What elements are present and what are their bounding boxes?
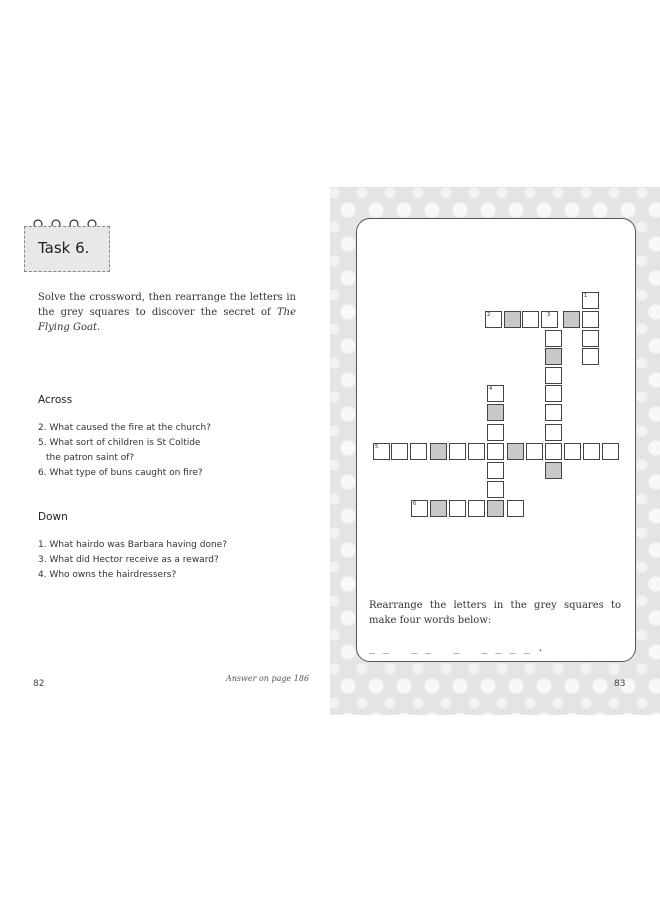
clue-number-6: 6	[413, 501, 417, 507]
clue-across-5-cont: the patron saint of?	[46, 453, 135, 463]
crossword-cell[interactable]	[545, 404, 562, 421]
clue-number-4: 4	[489, 386, 493, 392]
down-heading: Down	[38, 511, 68, 523]
crossword-cell-grey[interactable]	[487, 500, 504, 517]
crossword-cell-grey[interactable]	[504, 311, 521, 328]
crossword-cell[interactable]	[545, 424, 562, 441]
clue-down-3: 3. What did Hector receive as a reward?	[38, 555, 219, 565]
crossword-cell[interactable]	[526, 443, 543, 460]
crossword-cell[interactable]	[545, 385, 562, 402]
crossword-cell[interactable]	[487, 443, 504, 460]
down-clues	[38, 538, 227, 583]
crossword-cell[interactable]	[582, 348, 599, 365]
crossword-cell-grey[interactable]	[545, 348, 562, 365]
clue-across-6: 6. What type of buns caught on fire?	[38, 468, 203, 478]
crossword-cell[interactable]	[507, 500, 524, 517]
clue-number-1: 1	[584, 293, 588, 299]
crossword-cell[interactable]	[487, 481, 504, 498]
clue-across-2: 2. What caused the fire at the church?	[38, 423, 211, 433]
crossword-cell[interactable]	[487, 462, 504, 479]
intro-text: Solve the crossword, then rearrange the letters in the grey squares to discover the secret of The Flying Goat.	[38, 292, 296, 333]
task-title: Task 6.	[38, 239, 90, 257]
answer-blanks: _ _ _ _ _ _ _ _ _ .	[369, 643, 545, 654]
page-number-right: 83	[614, 679, 626, 689]
crossword-cell[interactable]	[487, 424, 504, 441]
crossword-cell[interactable]	[449, 443, 466, 460]
crossword-cell[interactable]	[545, 443, 562, 460]
crossword-cell[interactable]	[564, 443, 581, 460]
clue-down-1: 1. What hairdo was Barbara having done?	[38, 540, 227, 550]
crossword-cell[interactable]	[583, 443, 600, 460]
crossword-cell[interactable]	[449, 500, 466, 517]
across-heading: Across	[38, 394, 73, 406]
crossword-cell[interactable]	[545, 330, 562, 347]
clue-number-2: 2	[487, 312, 491, 318]
clue-across-5: 5. What sort of children is St Coltide	[38, 438, 201, 448]
crossword-cell[interactable]	[468, 500, 485, 517]
crossword-cell-grey[interactable]	[487, 404, 504, 421]
crossword-cell[interactable]	[602, 443, 619, 460]
clue-number-5: 5	[375, 444, 379, 450]
rearrange-instructions: Rearrange the letters in the grey squares to make four words below:	[369, 600, 621, 626]
crossword-cell[interactable]	[582, 330, 599, 347]
page-number-left: 82	[33, 679, 45, 689]
crossword-cell[interactable]	[582, 311, 599, 328]
crossword-cell[interactable]	[391, 443, 408, 460]
crossword-cell-grey[interactable]	[430, 500, 447, 517]
crossword-cell[interactable]	[522, 311, 539, 328]
crossword-cell-grey[interactable]	[507, 443, 524, 460]
crossword-cell-grey[interactable]	[430, 443, 447, 460]
across-clues	[38, 421, 211, 481]
answer-note: Answer on page 186	[226, 674, 310, 683]
crossword-cell[interactable]	[410, 443, 427, 460]
crossword-cell[interactable]	[468, 443, 485, 460]
clue-down-4: 4. Who owns the hairdressers?	[38, 570, 177, 580]
crossword-cell[interactable]	[545, 367, 562, 384]
crossword-cell-grey[interactable]	[563, 311, 580, 328]
clue-number-3: 3	[547, 312, 551, 318]
book-title: The Flying Goat.	[38, 307, 296, 333]
crossword-cell-grey[interactable]	[545, 462, 562, 479]
